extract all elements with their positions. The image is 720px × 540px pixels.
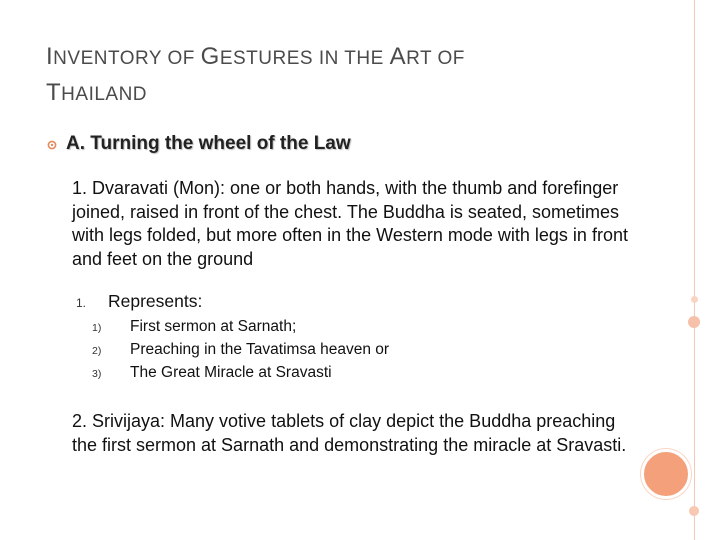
list-item: 1) First sermon at Sarnath; (92, 318, 297, 335)
list-item: 2) Preaching in the Tavatimsa heaven or (92, 341, 390, 358)
list-item: 3) The Great Miracle at Sravasti (92, 364, 332, 381)
sub-item-number: 1. (76, 296, 87, 310)
sub-item-represents (76, 290, 202, 314)
title-line-1: INVENTORY OF GESTURES IN THE ART OF (46, 43, 465, 70)
sub-item-label: Represents: (108, 291, 203, 311)
decor-dot-small (691, 296, 698, 303)
section-heading: A. Turning the wheel of the Law (66, 133, 351, 154)
bullet-icon (47, 140, 57, 150)
represents-list (92, 315, 389, 384)
paragraph-dvaravati: 1. Dvaravati (Mon): one or both hands, with the thumb and forefinger joined, raised in front of the chest. The Buddha is seated, sometimes with legs folded, but more often in the Western mode with legs in front and feet on the ground (72, 178, 628, 269)
decor-dot-medium (688, 316, 700, 328)
paragraph-srivijaya: 2. Srivijaya: Many votive tablets of clay depict the Buddha preaching the first sermon at Sarnath and demonstrating the miracle at Sravasti. (72, 411, 627, 455)
decor-dot-bottom (689, 506, 699, 516)
right-border-line (694, 0, 695, 540)
decor-circle-large (641, 449, 691, 499)
title-line-2: THAILAND (46, 79, 148, 106)
slide-title (46, 40, 646, 112)
